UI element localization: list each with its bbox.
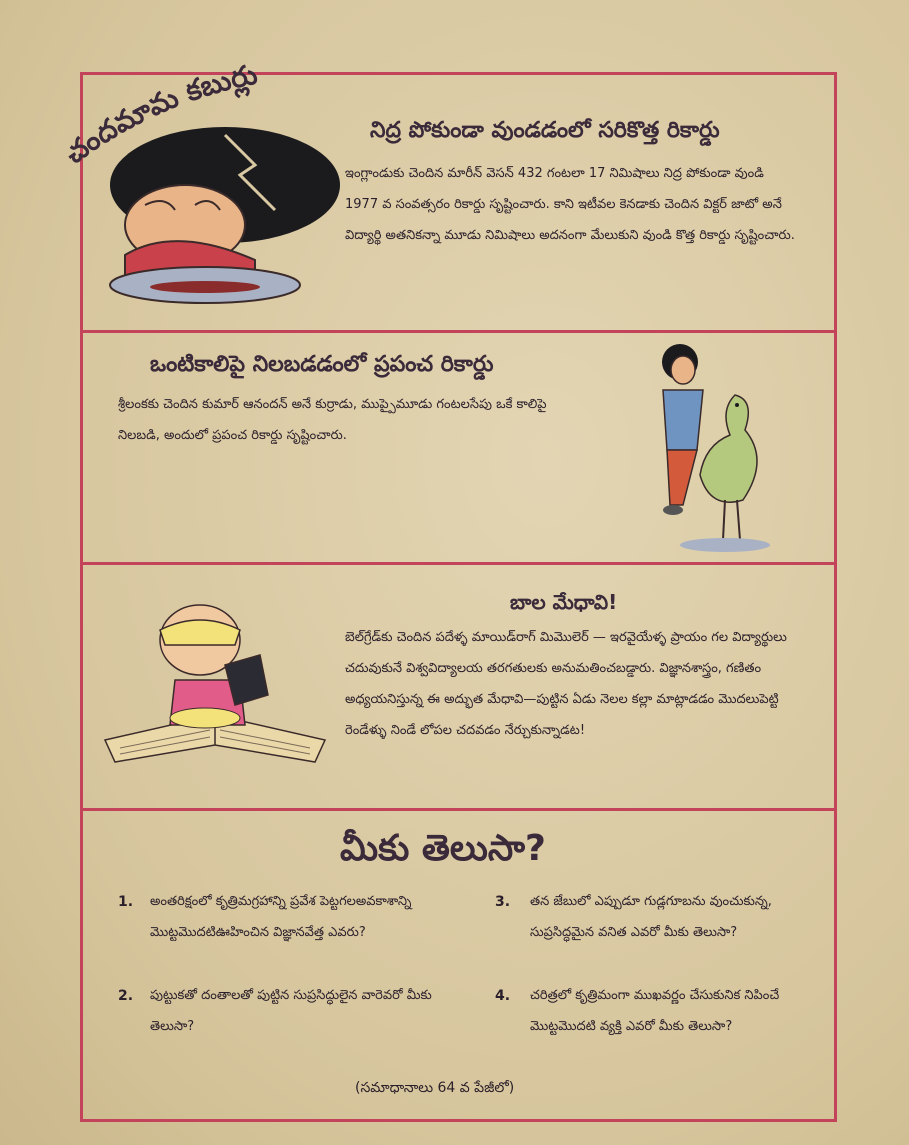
- section-3-title: బాల మేధావి!: [510, 590, 618, 614]
- question-4-number: 4.: [495, 988, 511, 1004]
- section-1-title: నిద్ర పోకుండా వుండడంలో సరికొత్త రికార్డు: [370, 118, 720, 143]
- section-divider: [80, 562, 837, 565]
- banner-title: చందమామ కబుర్లు: [58, 60, 261, 171]
- child-reading-illustration: [100, 590, 330, 780]
- question-2-number: 2.: [118, 988, 134, 1004]
- question-1-text: అంతరిక్షంలో కృత్రిమగ్రహాన్ని ప్రవేశ పెట్టగలఅవకాశాన్ని మొట్టమొదటిఊహించిన విజ్ఞానవేత్త ఎవరు?: [150, 894, 412, 940]
- section-3-body: బెల్‌గ్రేడ్‌కు చెందిన పదేళ్ళ మాయిడ్‌రాగ్ మిమొలెర్ — ఇరవైయేళ్ళ ప్రాయం గల విద్యార్థులు చదువుకునే విశ్వవిద్యాలయ తరగతులకు అనుమతించబడ్డారు. విజ్ఞానశాస్త్రం, గణితం అధ్యయనిస్తున్న ఈ అద్భుత మేధావి—పుట్టిన ఏడు నెలల కల్లా మాట్లాడడం మొదలుపెట్టి రెండేళ్ళు నిండే లోపల చదవడం నేర్చుకున్నాడట!: [345, 630, 787, 738]
- sleeping-man-illustration: [105, 125, 350, 325]
- section-divider: [80, 808, 837, 811]
- answers-page-note: (సమాధానాలు 64 వ పేజీలో): [355, 1080, 515, 1096]
- quiz-title: మీకు తెలుసా?: [340, 828, 546, 869]
- section-1-body: ఇంగ్లాండుకు చెందిన మారీన్ వెసన్ 432 గంటలా 17 నిమిషాలు నిద్ర పోకుండా వుండి 1977 వ సంవత్సరం రికార్డు సృష్టించారు. కాని ఇటీవల కెనడాకు చెందిన విక్టర్ జాటో అనే విద్యార్థి అతనికన్నా మూడు నిమిషాలు అదనంగా మేలుకుని వుండి కొత్త రికార్డు సృష్టించారు.: [345, 166, 795, 243]
- question-3-number: 3.: [495, 894, 511, 910]
- boy-and-bird-illustration: [625, 340, 775, 555]
- question-2-text: పుట్టుకతో దంతాలతో పుట్టిన సుప్రసిద్ధులైన వారెవరో మీకు తెలుసా?: [150, 988, 432, 1034]
- section-2-title: ఒంటికాలిపై నిలబడడంలో ప్రపంచ రికార్డు: [150, 352, 494, 377]
- question-3-text: తన జేబులో ఎప్పుడూ గుడ్లగూబను వుంచుకున్న, సుప్రసిద్ధమైన వనిత ఎవరో మీకు తెలుసా?: [530, 894, 772, 940]
- question-1-number: 1.: [118, 894, 134, 910]
- section-divider: [80, 330, 837, 333]
- section-2-body: శ్రీలంకకు చెందిన కుమార్ ఆనందన్ అనే కుర్రాడు, ముప్పైమూడు గంటలసేపు ఒకే కాలిపై నిలబడి, అందులో ప్రపంచ రికార్డు సృష్టించారు.: [118, 397, 547, 443]
- question-4-text: చరిత్రలో కృత్రిమంగా ముఖవర్ణం చేసుకునిక నిపించే మొట్టమొదటి వ్యక్తి ఎవరో మీకు తెలుసా?: [530, 988, 780, 1034]
